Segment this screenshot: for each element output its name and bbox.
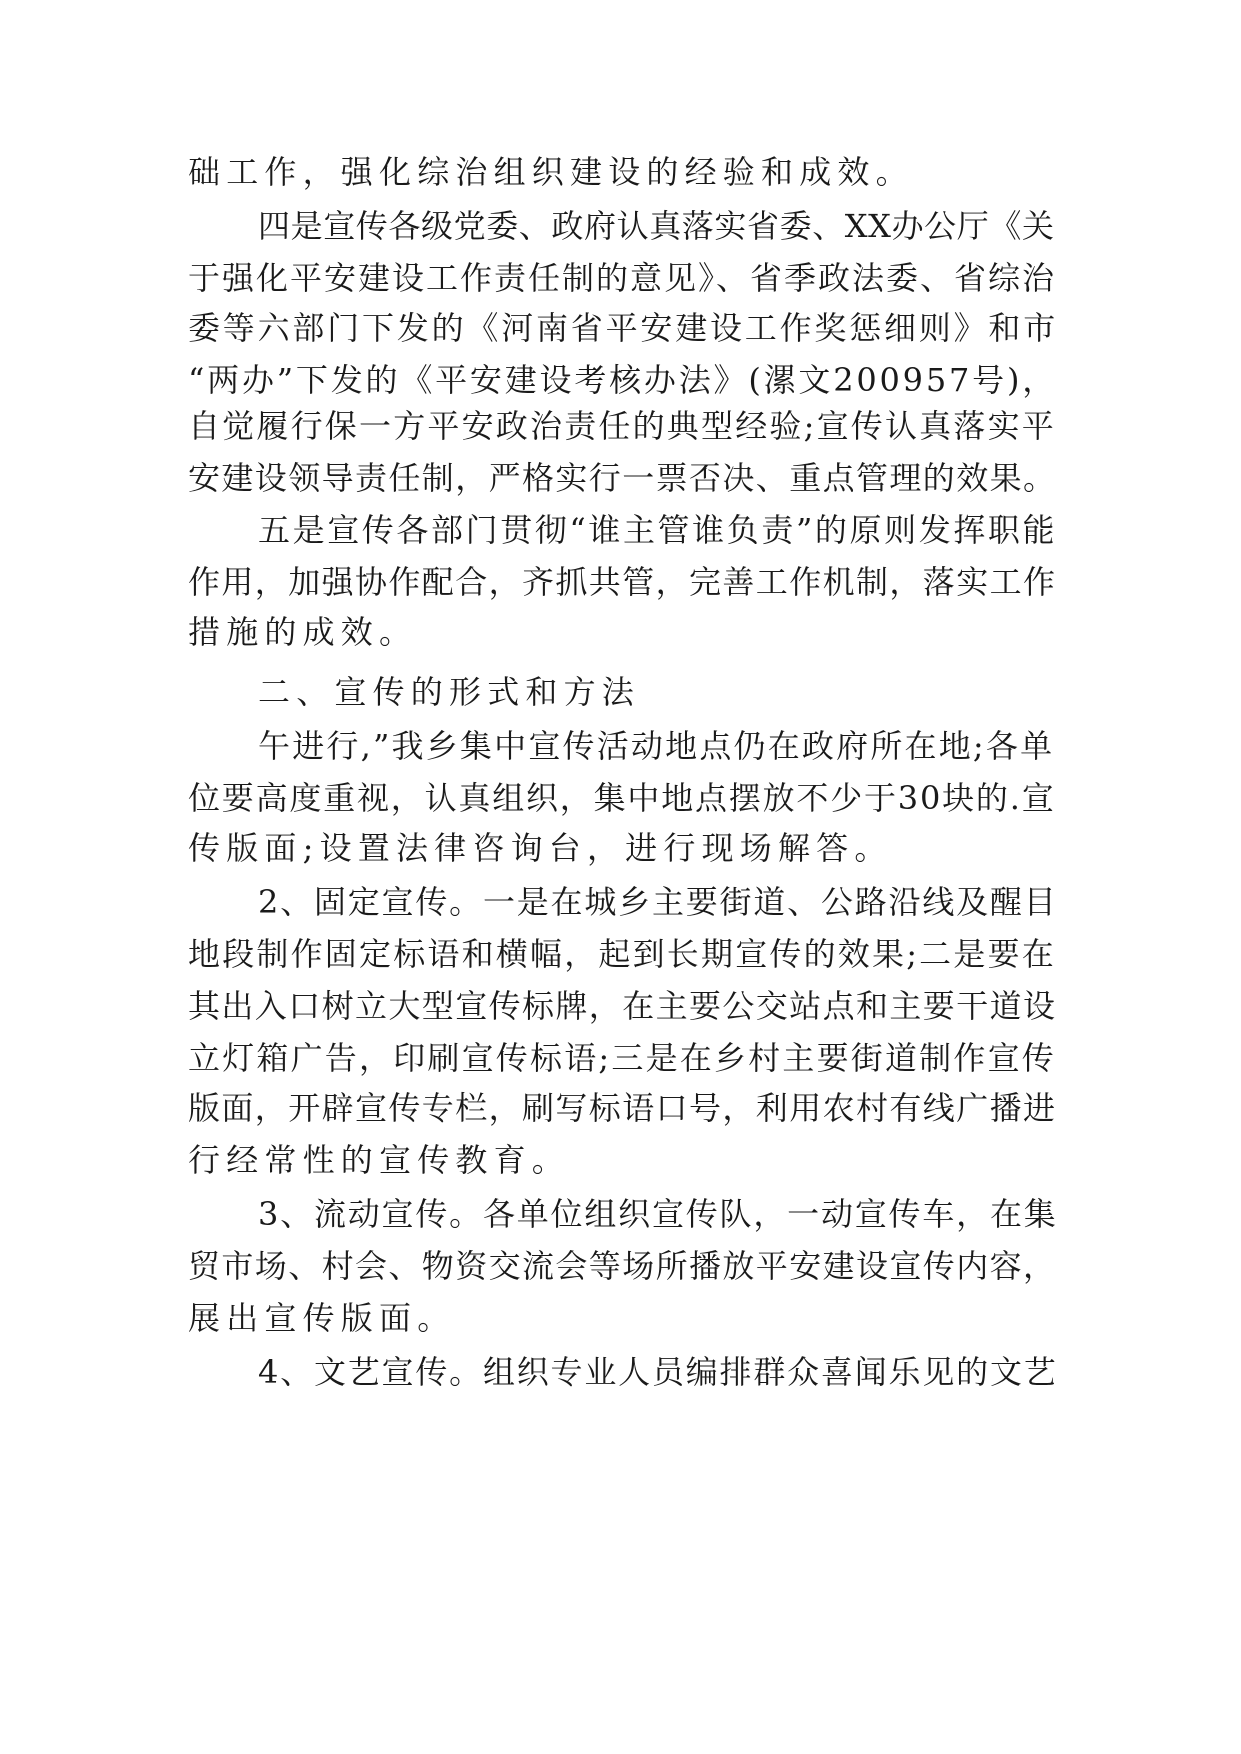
text-line: 版面，开辟宣传专栏，刷写标语口号，利用农村有线广播进 <box>188 1089 1057 1127</box>
text-line: 立灯箱广告，印刷宣传标语;三是在乡村主要街道制作宣传 <box>188 1039 1056 1077</box>
text-line: 委等六部门下发的《河南省平安建设工作奖惩细则》和市 <box>188 309 1059 347</box>
text-line: 地段制作固定标语和横幅，起到长期宣传的效果;二是要在 <box>188 935 1056 973</box>
text-line: 自觉履行保一方平安政治责任的典型经验;宣传认真落实平 <box>188 407 1056 445</box>
text-line: 传版面;设置法律咨询台，进行现场解答。 <box>188 829 893 867</box>
text-line: 2、固定宣传。一是在城乡主要街道、公路沿线及醒目 <box>258 883 1058 921</box>
text-line: 安建设领导责任制，严格实行一票否决、重点管理的效果。 <box>188 459 1057 497</box>
text-line: 展出宣传版面。 <box>188 1299 456 1337</box>
text-line: 其出入口树立大型宣传标牌，在主要公交站点和主要干道设 <box>188 987 1057 1025</box>
text-line: 作用，加强协作配合，齐抓共管，完善工作机制，落实工作 <box>188 563 1057 601</box>
text-line: 四是宣传各级党委、政府认真落实省委、XX办公厅《关 <box>258 207 1055 245</box>
text-line: 贸市场、村会、物资交流会等场所播放平安建设宣传内容， <box>188 1247 1057 1285</box>
text-line: 3、流动宣传。各单位组织宣传队，一动宣传车，在集 <box>258 1195 1058 1233</box>
text-line: 五是宣传各部门贯彻“谁主管谁负责”的原则发挥职能 <box>258 511 1058 549</box>
text-line: 措施的成效。 <box>188 613 418 651</box>
text-line: 午进行,”我乡集中宣传活动地点仍在政府所在地;各单 <box>258 727 1055 765</box>
text-line: 础工作，强化综治组织建设的经验和成效。 <box>188 153 914 191</box>
text-line: 4、文艺宣传。组织专业人员编排群众喜闻乐见的文艺 <box>258 1353 1058 1391</box>
text-line: 行经常性的宣传教育。 <box>188 1141 571 1179</box>
text-line: “两办”下发的《平安建设考核办法》(漯文200957号)， <box>188 361 1058 399</box>
text-line: 位要高度重视，认真组织，集中地点摆放不少于30块的.宣 <box>188 779 1056 817</box>
text-line: 于强化平安建设工作责任制的意见》、省季政法委、省综治 <box>188 259 1057 297</box>
section-heading: 二、宣传的形式和方法 <box>258 673 641 711</box>
